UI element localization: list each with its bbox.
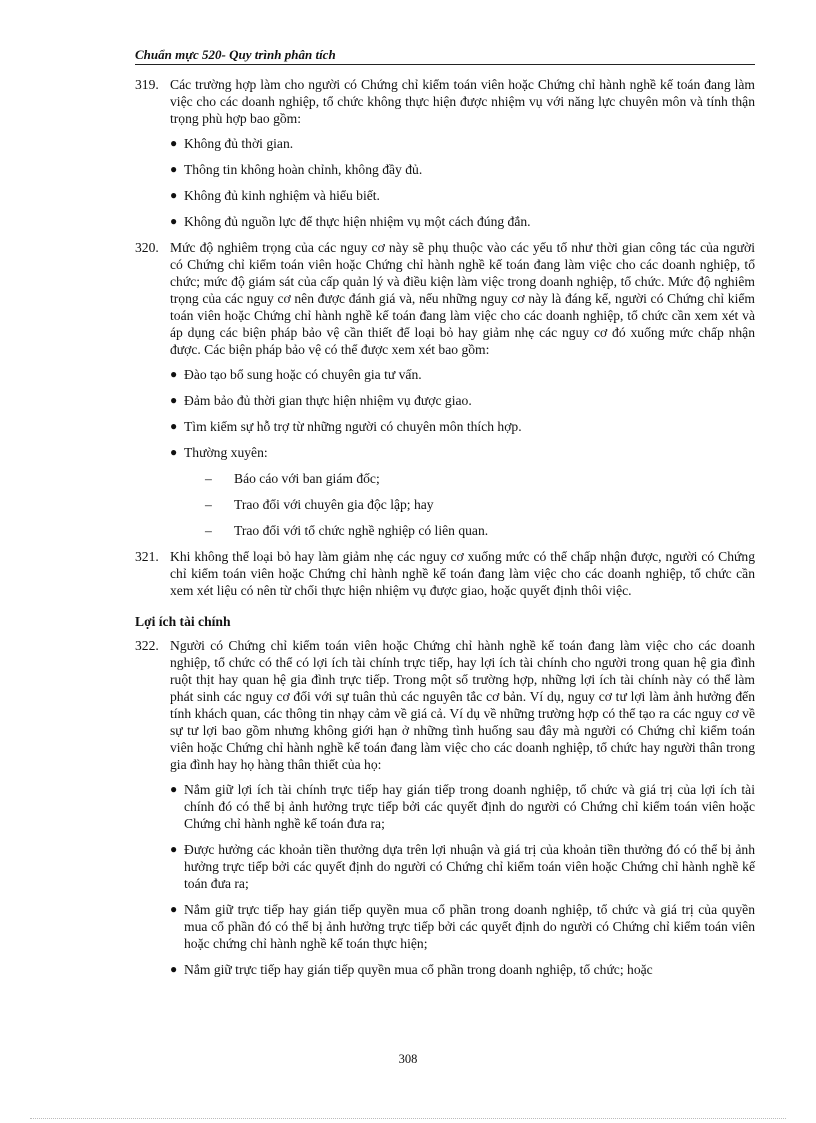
bullet-icon: ● xyxy=(170,136,178,150)
paragraph-number: 321. xyxy=(135,549,159,564)
bullet-icon: ● xyxy=(170,188,178,202)
bullet-icon: ● xyxy=(170,842,178,856)
paragraph-number: 322. xyxy=(135,638,159,653)
bullet-text: Được hưởng các khoản tiền thưởng dựa trên lợi nhuận và giá trị của khoản tiền thưởng đó có thể bị ảnh hưởng trực tiếp bởi các quyết định do người có Chứng chỉ kiểm toán viên hoặc Chứng chỉ hành nghề kế toán đưa ra; xyxy=(184,842,755,891)
page-number: 308 xyxy=(398,1052,418,1066)
bullet-item xyxy=(170,841,755,892)
dash-item xyxy=(205,496,755,513)
bullet-icon: ● xyxy=(170,962,178,976)
bullet-text: Tìm kiếm sự hỗ trợ từ những người có chuyên môn thích hợp. xyxy=(184,419,522,434)
bullet-text: Thông tin không hoàn chỉnh, không đầy đủ. xyxy=(184,162,423,177)
bullet-icon: ● xyxy=(170,393,178,407)
paragraph-text: Người có Chứng chỉ kiểm toán viên hoặc Chứng chỉ hành nghề kế toán đang làm việc cho các doanh nghiệp, tổ chức có thể có lợi ích tài chính trực tiếp, hay lợi ích tài chính cho người trong quan hệ gia đình ruột thịt hay quan hệ gia đình trực tiếp. Trong một số trường hợp, những lợi ích tài chính này có thể làm phát sinh các nguy cơ đối với sự tuân thủ các nguyên tắc cơ bản. Ví dụ, nguy cơ tư lợi làm ảnh hưởng đến tính khách quan, các thông tin nhạy cảm về giá cả. Ví dụ về những trường hợp có thể tạo ra các nguy cơ về sự tư lợi bao gồm nhưng không giới hạn ở những tình huống sau đây mà người có Chứng chỉ kiểm toán viên hoặc Chứng chỉ hành nghề kế toán đang làm việc cho các doanh nghiệp, tổ chức hay người thân trong gia đình hay họ hàng thân thiết của họ: xyxy=(170,638,755,772)
numbered-paragraph xyxy=(135,548,755,599)
paragraph-text: Mức độ nghiêm trọng của các nguy cơ này sẽ phụ thuộc vào các yếu tố như thời gian công tác của người có Chứng chỉ kiểm toán viên hoặc Chứng chỉ hành nghề kế toán đang làm việc cho các doanh nghiệp, tổ chức; mức độ giám sát của cấp quản lý và điều kiện làm việc trong doanh nghiệp, tổ chức. Mức độ nghiêm trọng của các nguy cơ nên được đánh giá và, nếu những nguy cơ này là đáng kể, người có Chứng chỉ kiểm toán viên hoặc Chứng chỉ hành nghề kế toán đang làm việc cho các doanh nghiệp, tổ chức cần xem xét và áp dụng các biện pháp bảo vệ cần thiết để loại bỏ hay giảm nhẹ các nguy cơ đó xuống mức chấp nhận được. Các biện pháp bảo vệ có thể được xem xét bao gồm: xyxy=(170,240,755,357)
numbered-paragraph xyxy=(135,76,755,127)
dash-icon: – xyxy=(205,497,212,512)
bullet-text: Không đủ kinh nghiệm và hiểu biết. xyxy=(184,188,380,203)
dash-text: Trao đổi với chuyên gia độc lập; hay xyxy=(234,497,434,512)
bullet-item xyxy=(170,901,755,952)
bullet-item xyxy=(170,961,755,978)
document-body xyxy=(135,76,755,987)
bullet-text: Không đủ nguồn lực để thực hiện nhiệm vụ một cách đúng đắn. xyxy=(184,214,531,229)
bullet-text: Nắm giữ trực tiếp hay gián tiếp quyền mua cổ phần trong doanh nghiệp, tổ chức; hoặc xyxy=(184,962,653,977)
section-heading: Lợi ích tài chính xyxy=(135,614,231,629)
paragraph-text: Các trường hợp làm cho người có Chứng chỉ kiểm toán viên hoặc Chứng chỉ hành nghề kế toán đang làm việc cho các doanh nghiệp, tổ chức không thực hiện được nhiệm vụ với năng lực chuyên môn và tính thận trọng phù hợp bao gồm: xyxy=(170,77,755,126)
paragraph-number: 319. xyxy=(135,77,159,92)
dash-text: Trao đổi với tổ chức nghề nghiệp có liên quan. xyxy=(234,523,489,538)
bullet-text: Không đủ thời gian. xyxy=(184,136,294,151)
bullet-icon: ● xyxy=(170,419,178,433)
bullet-icon: ● xyxy=(170,902,178,916)
bullet-text: Thường xuyên: xyxy=(184,445,268,460)
paragraph-text: Khi không thể loại bỏ hay làm giảm nhẹ các nguy cơ xuống mức có thể chấp nhận được, người có Chứng chỉ kiểm toán viên hoặc Chứng chỉ hành nghề kế toán đang làm việc cho các doanh nghiệp, tổ chức cần xem xét liệu có nên từ chối thực hiện nhiệm vụ được giao, hoặc quyết định thôi việc. xyxy=(170,549,755,598)
bullet-item xyxy=(170,781,755,832)
bullet-item xyxy=(170,392,755,409)
page-bottom-divider xyxy=(30,1118,786,1119)
dash-text: Báo cáo với ban giám đốc; xyxy=(234,471,380,486)
dash-icon: – xyxy=(205,523,212,538)
bullet-icon: ● xyxy=(170,782,178,796)
bullet-icon: ● xyxy=(170,162,178,176)
bullet-item xyxy=(170,444,755,461)
dash-item xyxy=(205,470,755,487)
dash-item xyxy=(205,522,755,539)
bullet-item xyxy=(170,418,755,435)
numbered-paragraph xyxy=(135,637,755,773)
bullet-text: Nắm giữ lợi ích tài chính trực tiếp hay gián tiếp trong doanh nghiệp, tổ chức và giá trị của lợi ích tài chính đó có thể bị ảnh hưởng trực tiếp bởi các quyết định do người có Chứng chỉ kiểm toán viên hoặc Chứng chỉ hành nghề kế toán đưa ra; xyxy=(184,782,755,831)
bullet-icon: ● xyxy=(170,214,178,228)
running-header: Chuẩn mực 520- Quy trình phân tích xyxy=(135,47,755,65)
bullet-item xyxy=(170,135,755,152)
bullet-item xyxy=(170,366,755,383)
dash-icon: – xyxy=(205,471,212,486)
numbered-paragraph xyxy=(135,239,755,358)
bullet-item xyxy=(170,161,755,178)
bullet-text: Nắm giữ trực tiếp hay gián tiếp quyền mua cổ phần trong doanh nghiệp, tổ chức và giá trị của quyền mua cổ phần đó có thể bị ảnh hưởng trực tiếp bởi các quyết định do người có Chứng chỉ kiểm toán viên hoặc chứng chỉ hành nghề kế toán thực hiện; xyxy=(184,902,755,951)
bullet-item xyxy=(170,187,755,204)
bullet-icon: ● xyxy=(170,445,178,459)
bullet-text: Đào tạo bổ sung hoặc có chuyên gia tư vấn. xyxy=(184,367,422,382)
bullet-text: Đảm bảo đủ thời gian thực hiện nhiệm vụ được giao. xyxy=(184,393,472,408)
bullet-icon: ● xyxy=(170,367,178,381)
bullet-item xyxy=(170,213,755,230)
paragraph-number: 320. xyxy=(135,240,159,255)
